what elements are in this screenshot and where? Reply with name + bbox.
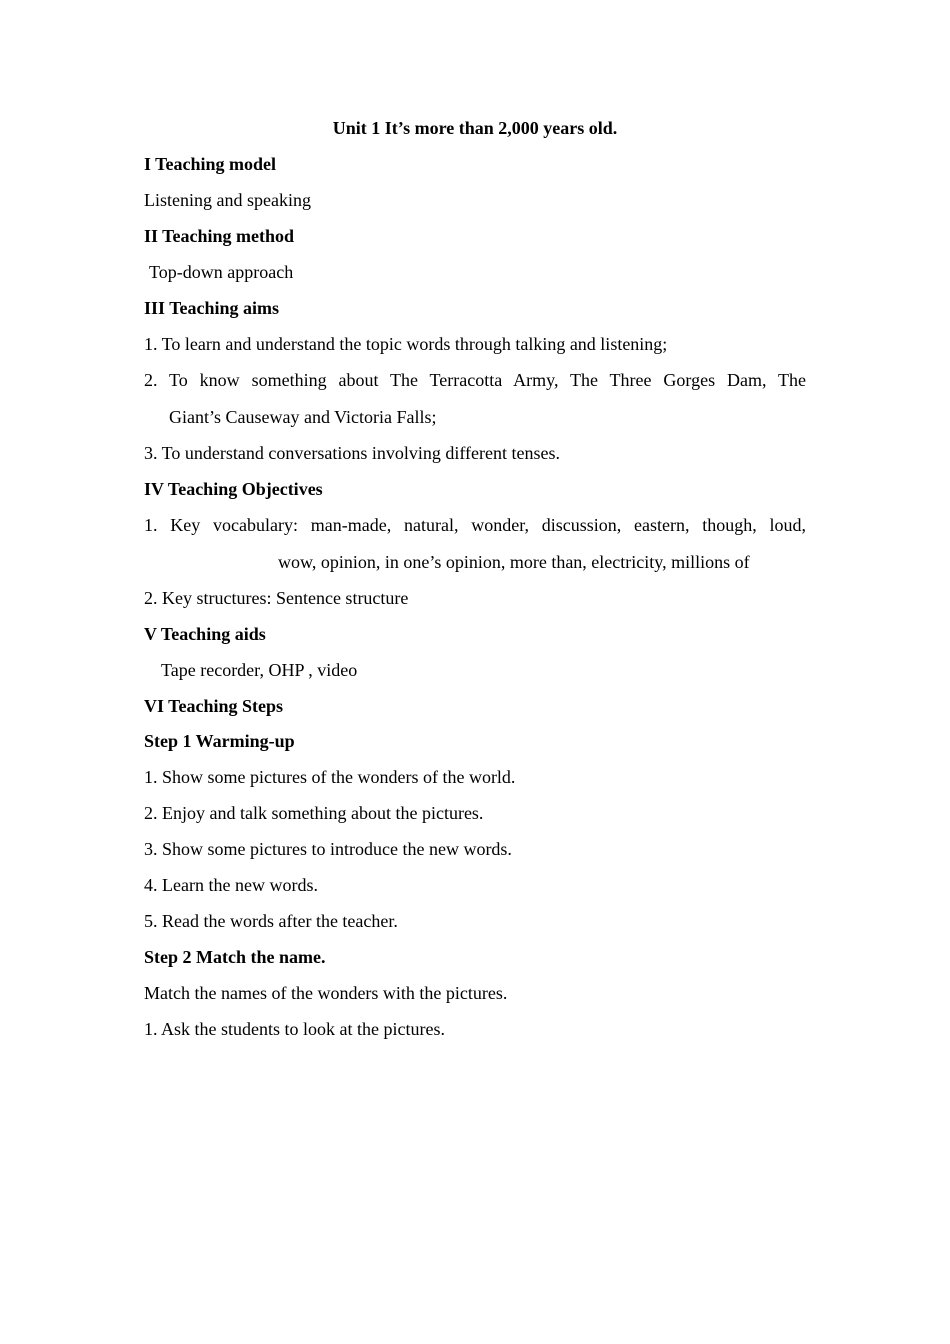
step1-item: 4. Learn the new words. <box>144 875 318 895</box>
teaching-model-text: Listening and speaking <box>144 190 311 210</box>
teaching-method-heading: II Teaching method <box>144 226 295 246</box>
step1-heading: Step 1 Warming-up <box>144 731 295 751</box>
teaching-objectives-item-continuation: wow, opinion, in one’s opinion, more than, electricity, millions of <box>278 552 750 572</box>
teaching-aims-item: 3. To understand conversations involving different tenses. <box>144 443 560 463</box>
teaching-aims-item: 2. To know something about The Terracotta Army, The Three Gorges Dam, The <box>144 370 806 390</box>
step2-heading: Step 2 Match the name. <box>144 947 326 967</box>
teaching-steps-heading: VI Teaching Steps <box>144 696 284 716</box>
document-title: Unit 1 It’s more than 2,000 years old. <box>332 118 618 138</box>
teaching-aims-item-continuation: Giant’s Causeway and Victoria Falls; <box>169 407 437 427</box>
teaching-model-heading: I Teaching model <box>144 154 277 174</box>
step1-item: 5. Read the words after the teacher. <box>144 911 398 931</box>
step2-intro: Match the names of the wonders with the pictures. <box>144 983 508 1003</box>
teaching-aids-text: Tape recorder, OHP , video <box>161 660 358 680</box>
teaching-method-text: Top-down approach <box>149 262 294 282</box>
step1-item: 2. Enjoy and talk something about the pictures. <box>144 803 484 823</box>
step1-item: 1. Show some pictures of the wonders of the world. <box>144 767 516 787</box>
teaching-aims-item: 1. To learn and understand the topic words through talking and listening; <box>144 334 668 354</box>
teaching-objectives-item: 1. Key vocabulary: man-made, natural, wonder, discussion, eastern, though, loud, <box>144 515 806 535</box>
teaching-objectives-item: 2. Key structures: Sentence structure <box>144 588 409 608</box>
teaching-objectives-heading: IV Teaching Objectives <box>144 479 323 499</box>
teaching-aids-heading: V Teaching aids <box>144 624 266 644</box>
step1-item: 3. Show some pictures to introduce the new words. <box>144 839 512 859</box>
step2-item: 1. Ask the students to look at the pictures. <box>144 1019 445 1039</box>
teaching-aims-heading: III Teaching aims <box>144 298 280 318</box>
